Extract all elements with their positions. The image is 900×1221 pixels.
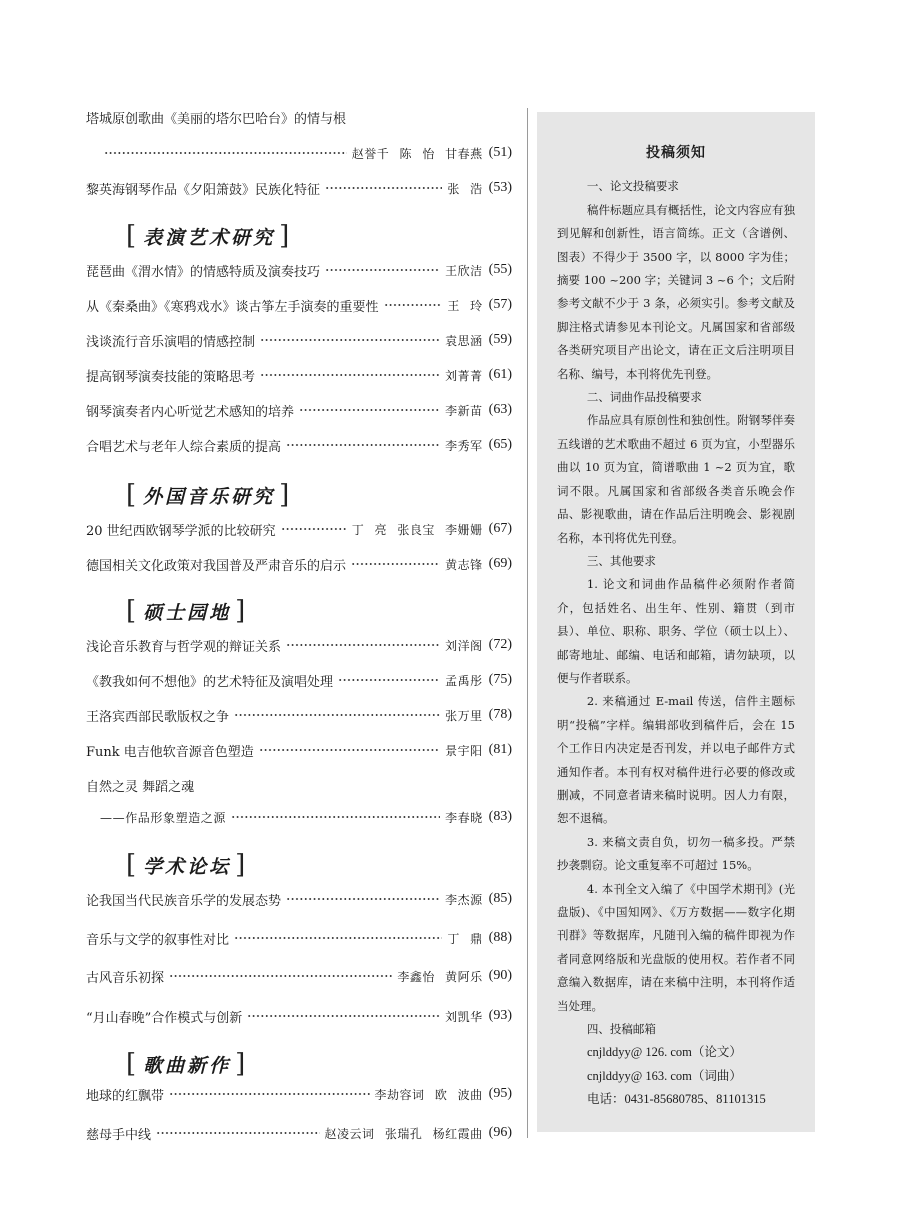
section-heading (126, 1049, 248, 1079)
dot-leader (156, 1131, 320, 1135)
bracket-close: ] (235, 1049, 249, 1079)
toc-entry[interactable] (86, 518, 512, 540)
toc-entry[interactable] (86, 294, 512, 316)
page-number: (72) (488, 637, 512, 652)
article-title: 20 世纪西欧钢琴学派的比较研究 (86, 523, 276, 539)
toc-entry[interactable] (86, 965, 512, 987)
article-author: 王欣洁 (445, 263, 483, 278)
article-author: 袁思涵 (445, 333, 483, 348)
article-title: 慈母手中线 (86, 1127, 152, 1143)
article-author: 景宇阳 (445, 743, 483, 758)
toc-entry[interactable] (86, 177, 512, 199)
article-title: 提高钢琴演奏技能的策略思考 (86, 369, 256, 385)
dot-leader (286, 897, 440, 901)
page-number: (53) (488, 180, 512, 195)
article-author: 孟禹彤 (445, 673, 483, 688)
article-title: 琵琶曲《渭水情》的情感特质及演奏技巧 (86, 264, 321, 280)
toc-entry[interactable] (86, 553, 512, 575)
article-author: 李春晓 (445, 810, 483, 825)
bracket-close: ] (235, 850, 249, 880)
dot-leader (325, 268, 440, 272)
article-title: 德国相关文化政策对我国普及严肃音乐的启示 (86, 558, 347, 574)
toc-entry[interactable] (86, 774, 512, 796)
toc-entry[interactable] (86, 669, 512, 691)
article-title: 从《秦桑曲》《寒鸦戏水》谈古筝左手演奏的重要性 (86, 299, 379, 315)
page-number: (93) (488, 1008, 512, 1023)
article-title: 音乐与文学的叙事性对比 (86, 932, 230, 948)
bracket-close: ] (279, 221, 293, 251)
article-title: 古风音乐初探 (86, 970, 165, 986)
page-number: (85) (488, 891, 512, 906)
bracket-open: [ (126, 850, 140, 880)
page-number: (69) (488, 556, 512, 571)
page-number: (57) (488, 297, 512, 312)
section-heading (126, 221, 292, 251)
notice-paragraph: 3. 来稿文责自负，切勿一稿多投。严禁抄袭剽窃。论文重复率不可超过 15%。 (557, 834, 795, 873)
bracket-close: ] (235, 596, 249, 626)
article-title: 合唱艺术与老年人综合素质的提高 (86, 439, 282, 455)
bracket-close: ] (279, 480, 293, 510)
page-number: (65) (488, 437, 512, 452)
dot-leader (234, 936, 442, 940)
toc-entry-subtitle[interactable] (100, 806, 512, 828)
article-author: 李杰源 (445, 892, 483, 907)
article-author: 丁 亮 张良宝 李姗姗 (351, 522, 483, 537)
notice-paragraph: 稿件标题应具有概括性，论文内容应有独到见解和创新性，语言简练。正文（含谱例、图表）不得少于 3500 字，以 8000 字为佳；摘要 100 ~200 字；关键词 3 ~6 个；文后附参考文献不少于 3 条，必须实引。参考文献及脚注格式请参见本刊论文。凡属国家和省部级各类研究项目产出论文，请在正文后注明项目名称、编号，本刊将优先刊登。 (557, 202, 795, 381)
notice-paragraph: 1. 论文和词曲作品稿件必须附作者简介，包括姓名、出生年、性别、籍贯（到市县）、单位、职称、职务、学位（硕士以上）、邮寄地址、邮编、电话和邮箱，请勿缺项，以便与作者联系。 (557, 577, 795, 685)
article-author: 王 玲 (447, 298, 483, 313)
notice-paragraph: 作品应具有原创性和独创性。附钢琴伴奏五线谱的艺术歌曲不超过 6 页为宜，小型器乐曲以 10 页为宜，简谱歌曲 1 ~2 页为宜，歌词不限。凡属国家和省部级各类音乐晚会作品、影视歌曲，请在作品后注明晚会、影视剧名称，本刊将优先刊登。 (557, 413, 795, 545)
notice-heading: 二、词曲作品投稿要求 (586, 390, 702, 405)
article-title: 黎英海钢琴作品《夕阳箫鼓》民族化特征 (86, 182, 321, 198)
toc-entry[interactable] (86, 106, 512, 128)
article-title: 《教我如何不想他》的艺术特征及演唱处理 (86, 674, 334, 690)
article-subtitle: ——作品形象塑造之源 (100, 810, 227, 825)
bracket-open: [ (126, 1049, 140, 1079)
article-author: 刘凯华 (445, 1009, 483, 1024)
dot-leader (338, 678, 440, 682)
dot-leader (259, 748, 440, 752)
section-title: 硕士园地 (143, 601, 232, 624)
page-number: (95) (488, 1086, 512, 1101)
notice-title: 投稿须知 (646, 145, 706, 161)
article-author: 李鑫怡 黄阿乐 (397, 969, 483, 984)
toc-entry-continuation[interactable] (86, 142, 512, 164)
dot-leader (281, 527, 347, 531)
article-author: 张万里 (445, 708, 483, 723)
toc-entry[interactable] (86, 399, 512, 421)
section-heading (126, 480, 292, 510)
phone-numbers: 电话：0431-85680785、81101315 (587, 1092, 766, 1107)
article-title: “月山春晚”合作模式与创新 (86, 1010, 243, 1026)
toc-entry[interactable] (86, 888, 512, 910)
page-number: (63) (488, 402, 512, 417)
section-title: 外国音乐研究 (143, 485, 276, 508)
toc-entry[interactable] (86, 1083, 512, 1105)
dot-leader (260, 373, 440, 377)
notice-heading: 一、论文投稿要求 (586, 179, 679, 194)
article-title: 钢琴演奏者内心听觉艺术感知的培养 (86, 404, 295, 420)
bracket-open: [ (126, 480, 140, 510)
page-number: (59) (488, 332, 512, 347)
dot-leader (260, 338, 440, 342)
toc-entry[interactable] (86, 927, 512, 949)
toc-entry[interactable] (86, 364, 512, 386)
page-number: (51) (488, 145, 512, 160)
submission-notice-panel (537, 112, 815, 1132)
page-number: (78) (488, 707, 512, 722)
bracket-open: [ (126, 221, 140, 251)
article-author: 赵凌云词 张瑞孔 杨红霞曲 (324, 1126, 483, 1141)
page-number: (61) (488, 367, 512, 382)
dot-leader (104, 151, 347, 155)
page-number: (55) (488, 262, 512, 277)
section-heading (126, 850, 248, 880)
toc-entry[interactable] (86, 329, 512, 351)
article-author: 黄志锋 (445, 557, 483, 572)
email-songs[interactable]: cnjlddyy@ 163. com（词曲） (587, 1068, 742, 1083)
dot-leader (286, 643, 440, 647)
article-author: 张 浩 (447, 181, 483, 196)
notice-paragraph: 4. 本刊全文入编了《中国学术期刊》(光盘版)、《中国知网》、《万方数据——数字化期刊群》等数据库，凡随刊入编的稿件即视为作者同意网络版和光盘版的使用权。若作者不同意编入数据库，请在来稿中注明，本刊将作适当处理。 (557, 881, 795, 1013)
article-title: 王洛宾西部民歌版权之争 (86, 709, 230, 725)
toc-entry[interactable] (86, 1005, 512, 1027)
email-papers[interactable]: cnjlddyy@ 126. com（论文） (587, 1045, 742, 1060)
notice-heading: 四、投稿邮箱 (586, 1022, 656, 1037)
dot-leader (234, 713, 440, 717)
article-title: 浅谈流行音乐演唱的情感控制 (86, 334, 256, 350)
dot-leader (169, 1092, 370, 1096)
page-number: (83) (488, 809, 512, 824)
section-title: 歌曲新作 (143, 1054, 232, 1077)
article-title: 自然之灵 舞蹈之魂 (86, 779, 195, 795)
article-title: 浅论音乐教育与哲学观的辩证关系 (86, 639, 282, 655)
page-number: (90) (488, 968, 512, 983)
article-author: 赵誉千 陈 怡 甘春燕 (351, 146, 483, 161)
toc-entry[interactable] (86, 634, 512, 656)
article-title: 塔城原创歌曲《美丽的塔尔巴哈台》的情与根 (86, 111, 347, 127)
dot-leader (384, 303, 443, 307)
article-author: 刘洋阁 (445, 638, 483, 653)
page-number: (75) (488, 672, 512, 687)
toc-entry[interactable] (86, 434, 512, 456)
page-number: (81) (488, 742, 512, 757)
article-title: 论我国当代民族音乐学的发展态势 (86, 893, 282, 909)
column-divider (527, 108, 528, 1138)
toc-entry[interactable] (86, 704, 512, 726)
section-title: 表演艺术研究 (143, 226, 276, 249)
article-title: 地球的红飘带 (86, 1088, 165, 1104)
article-author: 李劫容词 欧 波曲 (374, 1087, 483, 1102)
article-author: 李新苗 (445, 403, 483, 418)
dot-leader (351, 562, 440, 566)
toc-entry[interactable] (86, 259, 512, 281)
section-heading (126, 596, 248, 626)
page-number: (67) (488, 521, 512, 536)
page-number: (96) (488, 1125, 512, 1140)
notice-heading: 三、其他要求 (586, 553, 656, 568)
bracket-open: [ (126, 596, 140, 626)
page-number: (88) (488, 930, 512, 945)
dot-leader (247, 1014, 440, 1018)
toc-entry[interactable] (86, 1122, 512, 1144)
dot-leader (299, 408, 440, 412)
article-author: 刘菁菁 (445, 368, 483, 383)
dot-leader (325, 186, 442, 190)
dot-leader (169, 974, 392, 978)
dot-leader (286, 443, 440, 447)
article-author: 李秀军 (445, 438, 483, 453)
notice-paragraph: 2. 来稿通过 E-mail 传送，信件主题标明“投稿”字样。编辑部收到稿件后，会在 15 个工作日内决定是否刊发，并以电子邮件方式通知作者。本刊有权对稿件进行必要的修改或删减，不同意者请来稿时说明。因人力有限，恕不退稿。 (557, 694, 795, 826)
toc-entry[interactable] (86, 739, 512, 761)
section-title: 学术论坛 (143, 855, 232, 878)
dot-leader (231, 815, 440, 819)
article-title: Funk 电吉他软音源音色塑造 (86, 744, 254, 760)
article-author: 丁 鼎 (447, 931, 483, 946)
